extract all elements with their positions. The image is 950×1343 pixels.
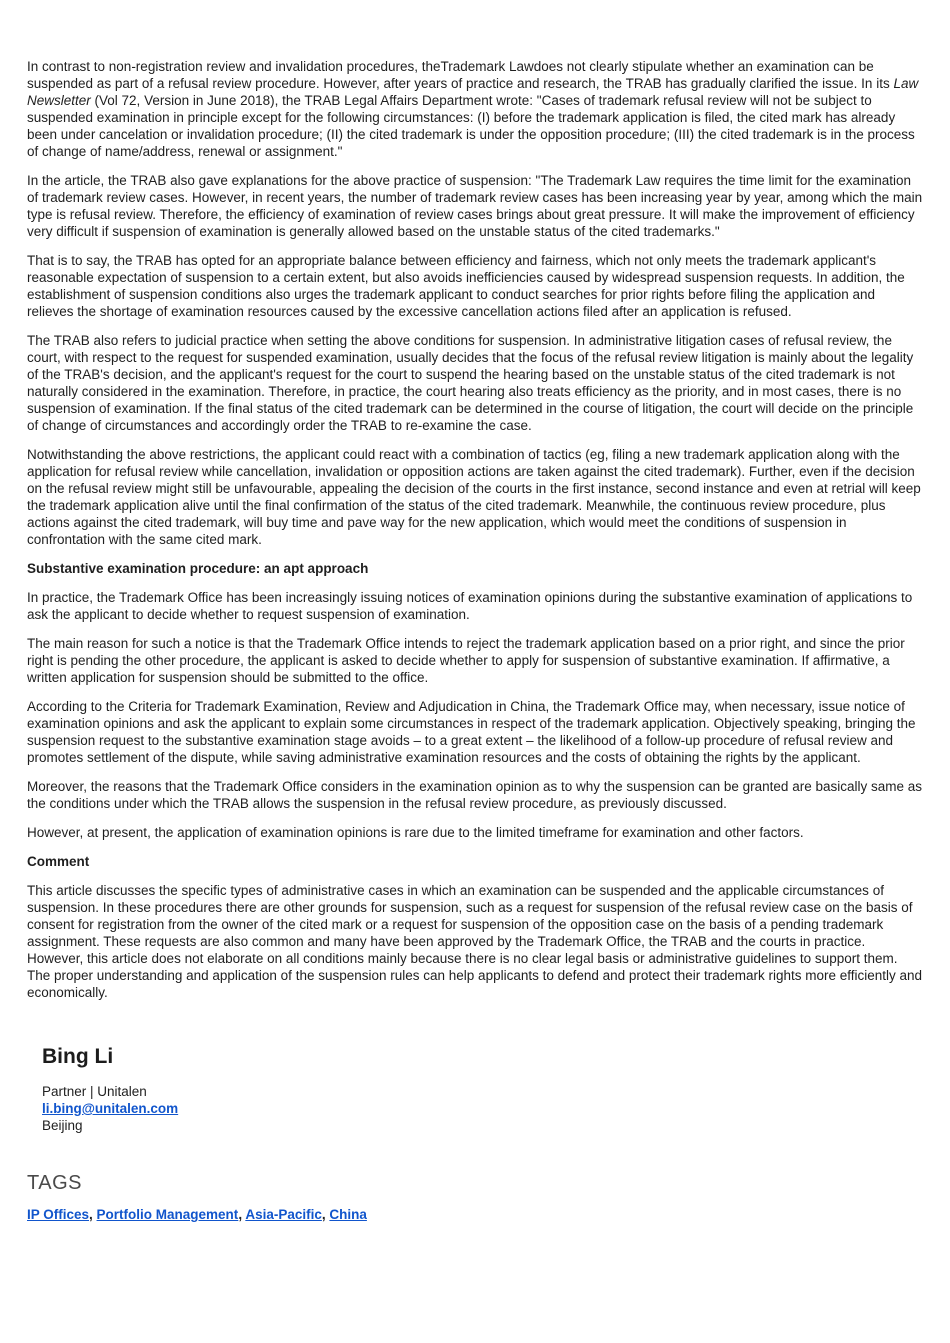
paragraph: That is to say, the TRAB has opted for an appropriate balance between efficiency and fairness, which not only meets the trademark applicant's reasonable expectation of suspension to a certain extent, but also avoids inefficiencies caused by widespread suspension requests. In addition, the establishment of suspension conditions also urges the trademark applicant to conduct searches for prior rights before filing the application and relieves the shortage of examination resources caused by the excessive cancellation actions filed after an application is refused. bbox=[27, 253, 905, 319]
paragraph: According to the Criteria for Trademark Examination, Review and Adjudication in China, the Trademark Office may, when necessary, issue notice of examination opinions and ask the applicant to explain some circumstances in respect of the trademark application. Objectively speaking, bringing the suspension request to the substantive examination stage avoids – to a great extent – the likelihood of a follow-up procedure of refusal review and promotes settlement of the dispute, while saving administrative examination resources and the costs of obtaining the rights by the applicant. bbox=[27, 699, 916, 765]
tags-list bbox=[27, 1206, 923, 1223]
tag-link-asia-pacific[interactable]: Asia-Pacific bbox=[245, 1207, 322, 1222]
article-body bbox=[27, 58, 923, 1001]
tag-separator: , bbox=[89, 1207, 97, 1222]
tag-separator: , bbox=[321, 1207, 330, 1222]
tag-separator: , bbox=[238, 1207, 246, 1222]
tags-heading: TAGS bbox=[27, 1172, 82, 1194]
author-block bbox=[27, 1045, 923, 1134]
section-heading-comment: Comment bbox=[27, 854, 90, 869]
tags-section bbox=[27, 1172, 923, 1223]
section-heading-substantive-examination: Substantive examination procedure: an apt approach bbox=[27, 561, 369, 576]
author-role: Partner | Unitalen bbox=[42, 1084, 147, 1099]
paragraph-text: (Vol 72, Version in June 2018), the TRAB Legal Affairs Department wrote: "Cases of trademark refusal review will not be subject to suspended examination in principle except for the following circumstances: (I) before the trademark application is filed, the cited mark has already been under cancelation or invalidation procedure; (II) the cited trademark is under the opposition procedure; (III) the cited trademark is in the process of change of name/address, renewal or assignment." bbox=[27, 93, 915, 159]
paragraph-text: In contrast to non-registration review and invalidation procedures, theTrademark Lawdoes not clearly stipulate whether an examination can be suspended as part of a refusal review procedure. However, after years of practice and research, the TRAB has gradually clarified the issue. In its bbox=[27, 59, 894, 91]
paragraph: However, at present, the application of examination opinions is rare due to the limited timeframe for examination and other factors. bbox=[27, 825, 804, 840]
paragraph: This article discusses the specific types of administrative cases in which an examination can be suspended and the applicable circumstances of suspension. In these procedures there are other grounds for suspension, such as a request for suspension of the refusal review case on the basis of consent for registration from the owner of the cited mark or a request for suspension of the opposition case on the basis of a pending trademark assignment. These requests are also common and many have been approved by the Trademark Office, the TRAB and the courts in practice. However, this article does not elaborate on all conditions mainly because there is no clear legal basis or administrative guidelines to support them. The proper understanding and application of the suspension rules can help applicants to defend and protect their trademark rights more efficiently and economically. bbox=[27, 883, 923, 1000]
author-name: Bing Li bbox=[42, 1045, 114, 1068]
tag-link-portfolio-management[interactable]: Portfolio Management bbox=[96, 1207, 239, 1222]
paragraph: In practice, the Trademark Office has been increasingly issuing notices of examination opinions during the substantive examination of applications to ask the applicant to decide whether to request suspension of examination. bbox=[27, 590, 913, 622]
paragraph: Notwithstanding the above restrictions, the applicant could react with a combination of tactics (eg, filing a new trademark application along with the application for refusal review while cancellation, invalidation or opposition actions are taken against the cited trademark). Further, even if the decision on the refusal review might still be unfavourable, appealing the decision of the courts in the first instance, second instance and even at retrial will keep the trademark application alive until the final confirmation of the status of the cited trademark. Meanwhile, the continuous review procedure, plus actions against the cited trademark, will buy time and pave way for the new application, which would meet the conditions of suspension in confrontation with the same cited mark. bbox=[27, 447, 921, 547]
tag-link-china[interactable]: China bbox=[329, 1207, 367, 1222]
author-location: Beijing bbox=[42, 1118, 83, 1133]
publication-title: Law Newsletter bbox=[27, 76, 919, 108]
paragraph: The main reason for such a notice is that the Trademark Office intends to reject the trademark application based on a prior right, and since the prior right is pending the other procedure, the applicant is asked to decide whether to apply for suspension of substantive examination. If affirmative, a written application for suspension should be submitted to the office. bbox=[27, 636, 905, 685]
author-email-link[interactable]: li.bing@unitalen.com bbox=[42, 1101, 179, 1116]
paragraph bbox=[27, 58, 923, 160]
paragraph: In the article, the TRAB also gave explanations for the above practice of suspension: "The Trademark Law requires the time limit for the examination of trademark review cases. However, in recent years, the number of trademark review cases has been increasing year by year, among which the main type is refusal review. Therefore, the efficiency of examination of review cases brings about great pressure. It will make the improvement of efficiency very difficult if suspension of examination is generally allowed based on the unstable status of the cited trademarks." bbox=[27, 173, 923, 239]
tag-link-ip-offices[interactable]: IP Offices bbox=[27, 1207, 90, 1222]
paragraph: Moreover, the reasons that the Trademark Office considers in the examination opinion as to why the suspension can be granted are basically same as the conditions under which the TRAB allows the suspension in the refusal review procedure, as previously discussed. bbox=[27, 779, 923, 811]
paragraph: The TRAB also refers to judicial practice when setting the above conditions for suspension. In administrative litigation cases of refusal review, the court, with respect to the request for suspended examination, usually decides that the focus of the refusal review litigation is mainly about the legality of the TRAB's decision, and the applicant's request for the court to suspend the hearing based on the unstable status of the cited trademark is not naturally considered in the examination. Therefore, in practice, the court hearing also treats efficiency as the priority, and in most cases, there is no suspension of examination. If the final status of the cited trademark can be determined in the course of litigation, the court will decide on the principle of change of circumstances and accordingly order the TRAB to re-examine the case. bbox=[27, 333, 914, 433]
